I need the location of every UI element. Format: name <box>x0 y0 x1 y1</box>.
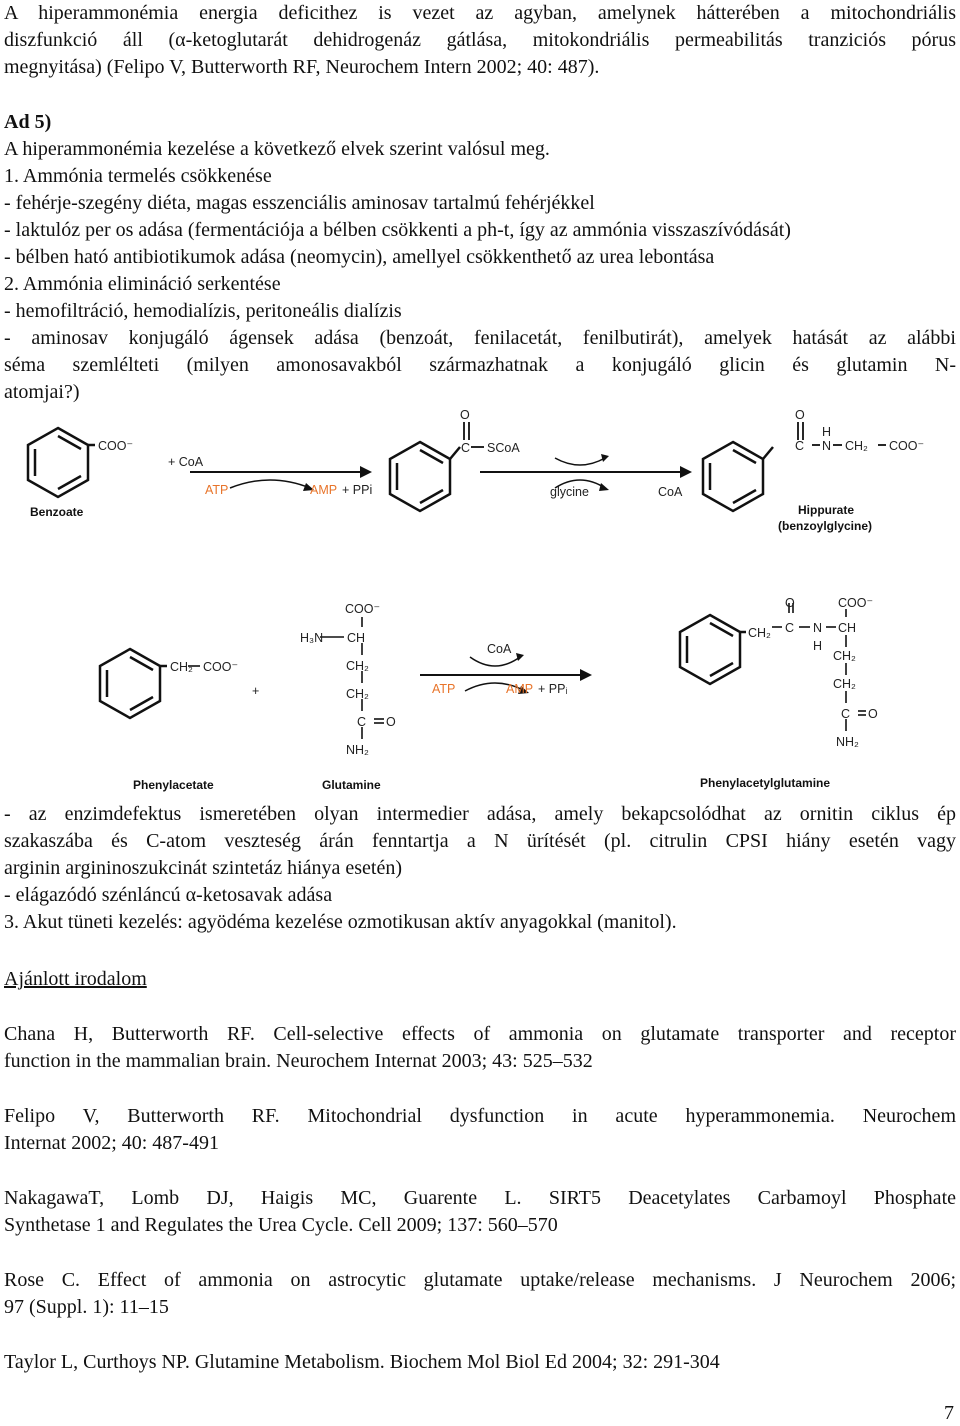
item3-text: 3. Akut tüneti kezelés: agyödéma kezelése ozmotikusan aktív anyagokkal (manitol). <box>4 911 677 933</box>
arrow-head <box>580 669 592 681</box>
item2-point: séma szemlélteti (milyen amonosavakból származhatnak a konjugáló glicin és glutamin N- <box>4 354 956 376</box>
coo-label: COO⁻ <box>98 439 134 453</box>
glutamine-name: Glutamine <box>322 778 381 792</box>
nitrogen-label: N <box>813 621 823 635</box>
nitrogen-label: N <box>822 439 832 453</box>
amp-label: AMP <box>310 483 338 497</box>
item1-title: 1. Ammónia termelés csökkenése <box>4 165 272 187</box>
ch2-label: CH₂ <box>833 677 856 691</box>
coa-label: CoA <box>487 642 512 656</box>
phenylacetate-name: Phenylacetate <box>133 778 214 792</box>
item2-point: atomjai?) <box>4 381 80 403</box>
plus-sign: + <box>252 684 260 698</box>
reference-line: Rose C. Effect of ammonia on astrocytic glutamate uptake/release mechanisms. J Neurochem 2006; <box>4 1269 956 1291</box>
item2-title: 2. Ammónia elimináció serkentése <box>4 273 281 295</box>
oxygen-label: O <box>795 410 805 422</box>
intro-line: diszfunkció áll (α-ketoglutarát dehidrogenáz gátlása, mitokondriális permeabilitás tranziciós pórus <box>4 29 956 51</box>
ch2-label: CH₂ <box>346 659 369 673</box>
benzoate-scheme <box>0 410 960 535</box>
amp-label: AMP <box>506 682 534 696</box>
section-intro: A hiperammonémia kezelése a következő elvek szerint valósul meg. <box>4 138 550 160</box>
coo-label: COO⁻ <box>345 602 381 616</box>
phenylacetate-scheme <box>0 595 960 795</box>
page-number: 7 <box>944 1402 954 1424</box>
reference-line: Synthetase 1 and Regulates the Urea Cycle. Cell 2009; 137: 560–570 <box>4 1214 558 1236</box>
atp-label: ATP <box>205 483 229 497</box>
hydrogen-label: H <box>813 639 823 653</box>
reference-item <box>4 1021 956 1075</box>
nh2-label: NH₂ <box>836 735 859 749</box>
atp-label: ATP <box>432 682 456 696</box>
reference-line: NakagawaT, Lomb DJ, Haigis MC, Guarente L. SIRT5 Deacetylates Carbamoyl Phosphate <box>4 1187 956 1209</box>
ch2-label: CH₂ <box>845 439 868 453</box>
section-heading: Ad 5) <box>4 111 52 133</box>
oxygen-label: O <box>868 707 878 721</box>
after-point: - az enzimdefektus ismeretében olyan intermedier adása, amely bekapcsolódhat az ornitin ciklus ép <box>4 803 956 825</box>
benzoyl-coa-ring <box>390 442 450 511</box>
coo-label: COO⁻ <box>203 660 239 674</box>
ch2-label: CH₂ <box>170 660 193 674</box>
reference-line: 97 (Suppl. 1): 11–15 <box>4 1296 169 1318</box>
reference-line: Felipo V, Butterworth RF. Mitochondrial dysfunction in acute hyperammonemia. Neurochem <box>4 1105 956 1127</box>
refs-heading-block <box>4 966 956 993</box>
item2-point: - aminosav konjugáló ágensek adása (benzoát, fenilacetát, fenilbutirát), amelyek hatását az alábbi <box>4 327 956 349</box>
arrow-head <box>360 466 372 478</box>
reference-line: Taylor L, Curthoys NP. Glutamine Metabolism. Biochem Mol Biol Ed 2004; 32: 291-304 <box>4 1351 720 1373</box>
item1-point: - fehérje-szegény diéta, magas esszenciális aminosav tartalmú fehérjékkel <box>4 192 595 214</box>
oxygen-label: O <box>785 596 795 610</box>
coo-label: COO⁻ <box>889 439 925 453</box>
ppi-label: + PPᵢ <box>538 682 568 696</box>
after-point: szakaszába és C-atom veszteség árán fenntartja a N ürítését (pl. citrulin CPSI hiány esetén vagy <box>4 830 956 852</box>
after-scheme-paragraph <box>4 801 956 936</box>
after-point: arginin argininoszukcinát szintetáz hiánya esetén) <box>4 857 403 879</box>
ch2-label: CH₂ <box>346 687 369 701</box>
item2-point: - hemofiltráció, hemodialízis, peritoneális dialízis <box>4 300 402 322</box>
ch2-label: CH₂ <box>748 626 771 640</box>
arrow-head <box>680 466 692 478</box>
reference-line: Chana H, Butterworth RF. Cell-selective effects of ammonia on glutamate transporter and receptor <box>4 1023 956 1045</box>
section-ad5 <box>4 109 956 406</box>
item1-point: - bélben ható antibiotikumok adása (neomycin), amellyel csökkenthető az urea lebontása <box>4 246 715 268</box>
reference-item <box>4 1185 956 1239</box>
reference-item <box>4 1267 956 1321</box>
plus-coa-label: + CoA <box>168 455 204 469</box>
carbon-label: C <box>461 441 471 455</box>
carbon-label: C <box>357 715 367 729</box>
intro-line: megnyitása) (Felipo V, Butterworth RF, Neurochem Intern 2002; 40: 487). <box>4 56 600 78</box>
product-ring <box>680 615 740 684</box>
reference-item <box>4 1349 956 1376</box>
h3n-label: H₃N <box>300 631 324 645</box>
ch2-label: CH₂ <box>833 649 856 663</box>
nh2-label: NH₂ <box>346 743 369 757</box>
coo-label: COO⁻ <box>838 596 874 610</box>
ch-label: CH <box>347 631 366 645</box>
carbon-label: C <box>795 439 805 453</box>
ppi-label: + PPi <box>342 483 373 497</box>
refs-heading: Ajánlott irodalom <box>4 968 147 990</box>
hippurate-ring <box>703 442 763 511</box>
hippurate-subname: (benzoylglycine) <box>778 519 873 533</box>
reference-line: Internat 2002; 40: 487-491 <box>4 1132 219 1154</box>
benzoate-ring <box>28 428 88 497</box>
reference-line: function in the mammalian brain. Neurochem Internat 2003; 43: 525–532 <box>4 1050 593 1072</box>
carbon-label: C <box>785 621 795 635</box>
intro-line: A hiperammonémia energia deficithez is vezet az agyban, amelynek hátterében a mitochondriális <box>4 2 956 24</box>
benzoate-name: Benzoate <box>30 505 84 519</box>
hydrogen-label: H <box>822 425 832 439</box>
phenylacetate-ring <box>100 649 160 718</box>
coa-label: CoA <box>658 485 683 499</box>
reference-item <box>4 1103 956 1157</box>
after-point: - elágazódó szénláncú α-ketosavak adása <box>4 884 333 906</box>
hippurate-name: Hippurate <box>798 503 855 517</box>
product-name: Phenylacetylglutamine <box>700 776 831 790</box>
scoa-label: SCoA <box>487 441 520 455</box>
item1-point: - laktulóz per os adása (fermentációja a bélben csökkenti a ph-t, így az ammónia visszaszívódását) <box>4 219 791 241</box>
ch-label: CH <box>838 621 857 635</box>
carbon-label: C <box>841 707 851 721</box>
oxygen-label: O <box>386 715 396 729</box>
oxygen-label: O <box>460 410 470 422</box>
glycine-label: glycine <box>550 485 589 499</box>
intro-paragraph <box>4 0 956 81</box>
